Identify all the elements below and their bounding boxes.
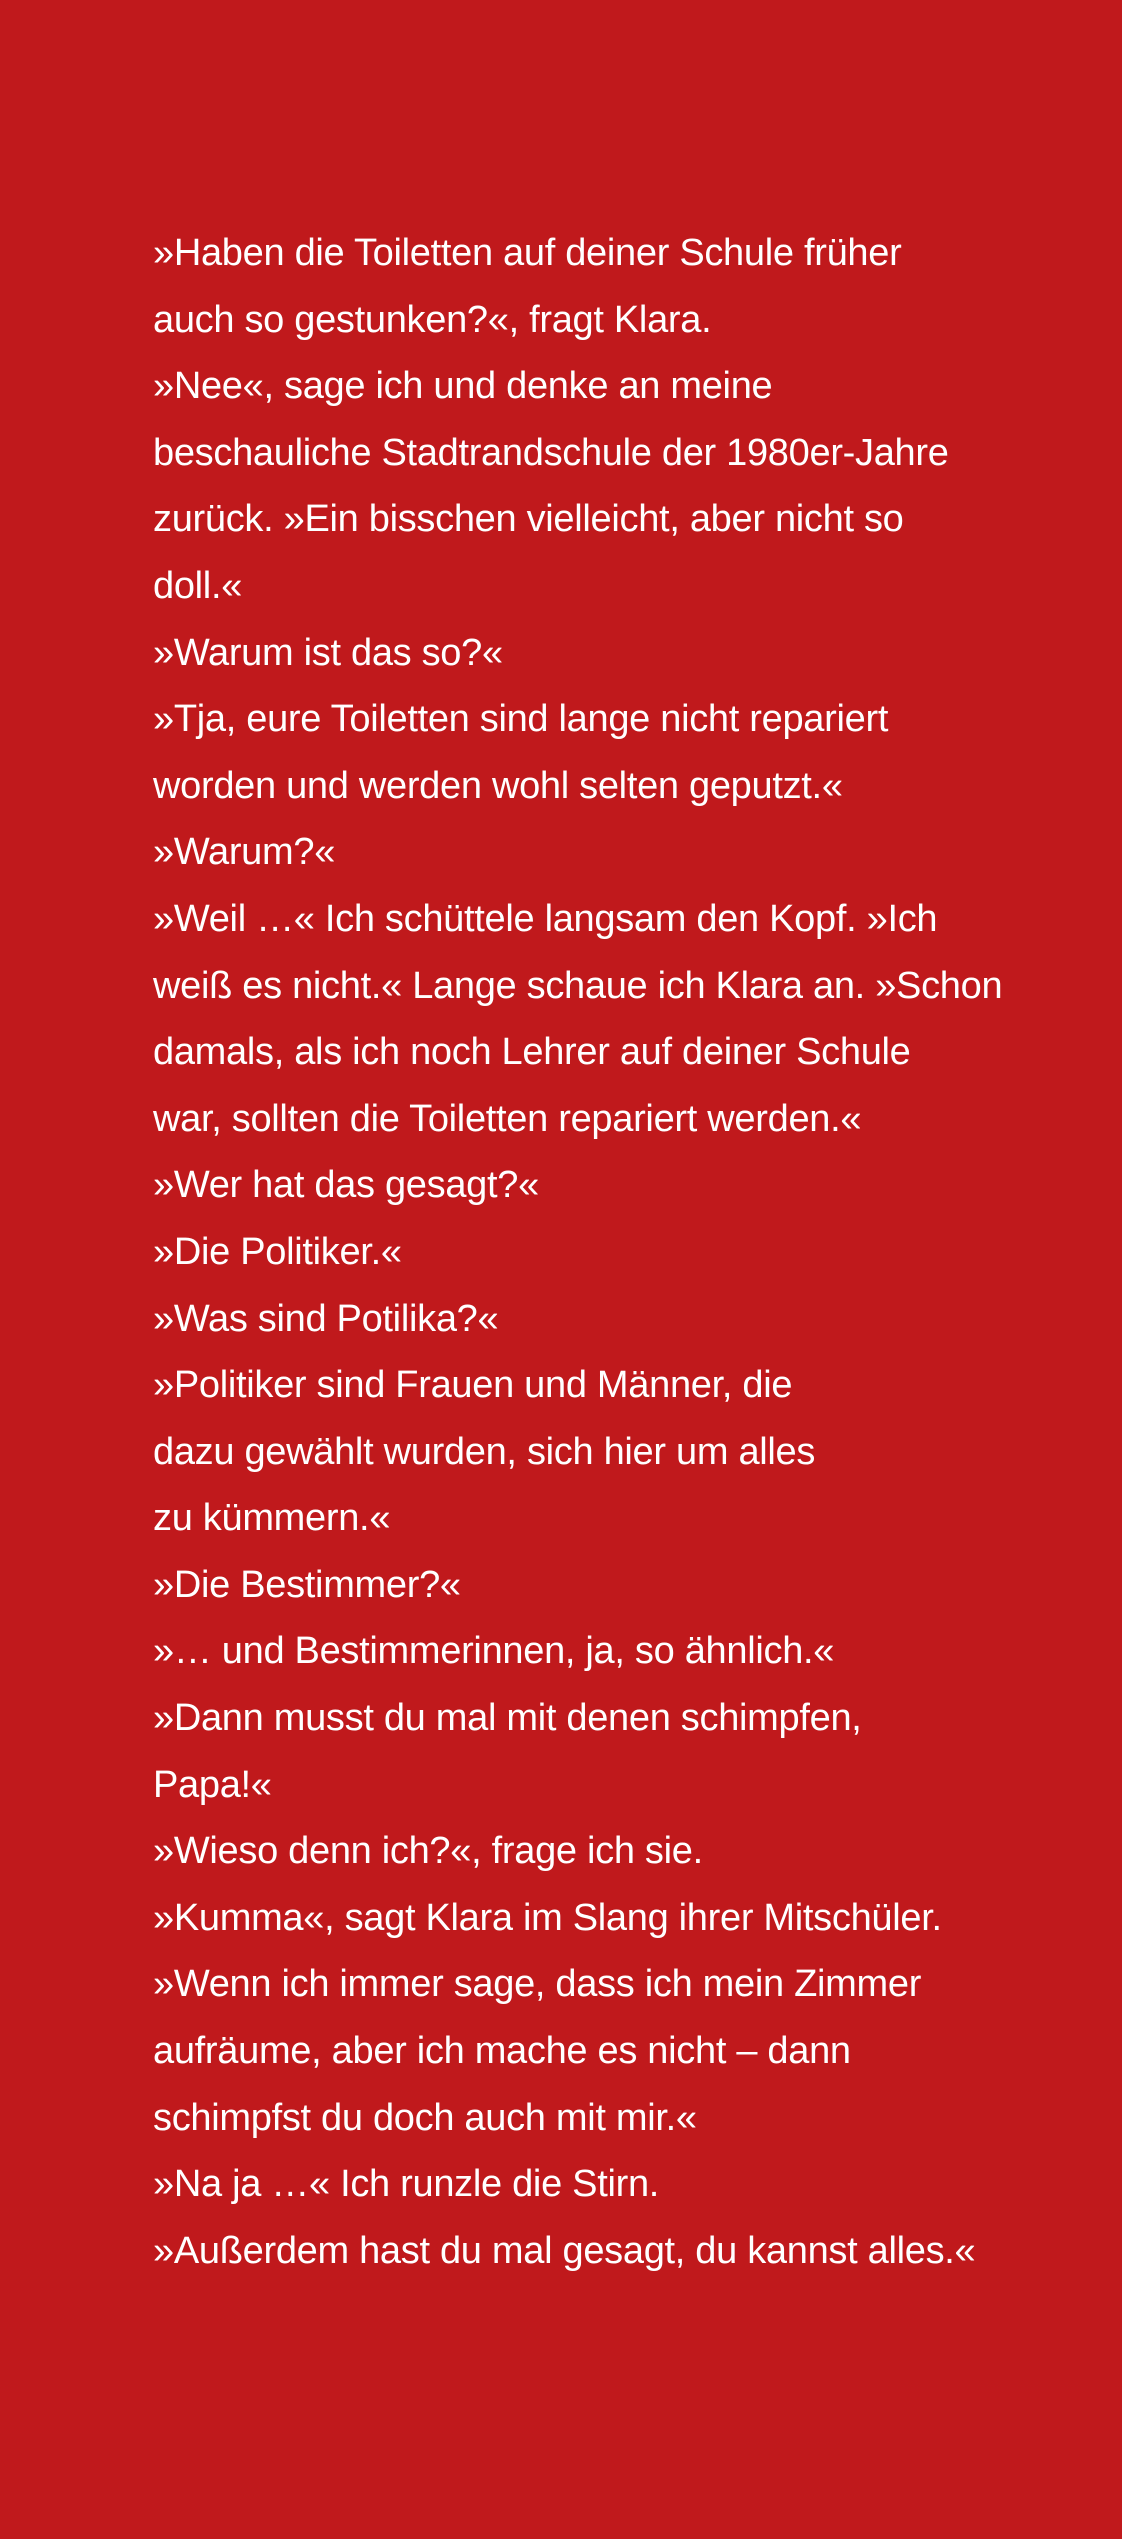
- text-line: weiß es nicht.« Lange schaue ich Klara an. »Schon: [153, 964, 1003, 1007]
- text-line: »Politiker sind Frauen und Männer, die: [153, 1364, 793, 1407]
- text-line: auch so gestunken?«, fragt Klara.: [153, 298, 712, 341]
- text-line: »Dann musst du mal mit denen schimpfen,: [153, 1697, 862, 1740]
- text-line: »Warum?«: [153, 831, 336, 874]
- text-line: worden und werden wohl selten geputzt.«: [153, 764, 843, 807]
- text-line: »Was sind Potilika?«: [153, 1297, 499, 1340]
- text-line: aufräume, aber ich mache es nicht – dann: [153, 2030, 851, 2073]
- text-line: »Wieso denn ich?«, frage ich sie.: [153, 1830, 703, 1873]
- text-line: »Kumma«, sagt Klara im Slang ihrer Mitschüler.: [153, 1896, 942, 1939]
- text-line: »Nee«, sage ich und denke an meine: [153, 365, 773, 408]
- text-line: zurück. »Ein bisschen vielleicht, aber nicht so: [153, 498, 904, 541]
- text-line: »… und Bestimmerinnen, ja, so ähnlich.«: [153, 1630, 835, 1673]
- text-line: dazu gewählt wurden, sich hier um alles: [153, 1430, 816, 1473]
- text-line: »Weil …« Ich schüttele langsam den Kopf. »Ich: [153, 897, 938, 940]
- story-text: [153, 220, 1053, 2284]
- text-line: »Wer hat das gesagt?«: [153, 1164, 539, 1207]
- text-line: schimpfst du doch auch mit mir.«: [153, 2096, 697, 2139]
- text-line: damals, als ich noch Lehrer auf deiner Schule: [153, 1031, 911, 1074]
- text-line: »Warum ist das so?«: [153, 631, 503, 674]
- text-line: »Außerdem hast du mal gesagt, du kannst alles.«: [153, 2229, 976, 2272]
- text-line: »Die Politiker.«: [153, 1230, 402, 1273]
- text-line: »Wenn ich immer sage, dass ich mein Zimmer: [153, 1963, 922, 2006]
- text-line: Papa!«: [153, 1763, 272, 1806]
- text-line: »Na ja …« Ich runzle die Stirn.: [153, 2163, 660, 2206]
- text-line: zu kümmern.«: [153, 1497, 391, 1540]
- text-line: war, sollten die Toiletten repariert werden.«: [153, 1097, 862, 1140]
- text-line: doll.«: [153, 564, 243, 607]
- text-line: »Haben die Toiletten auf deiner Schule früher: [153, 232, 902, 274]
- text-line: »Die Bestimmer?«: [153, 1563, 461, 1606]
- text-line: beschauliche Stadtrandschule der 1980er-Jahre: [153, 431, 949, 474]
- text-line: »Tja, eure Toiletten sind lange nicht repariert: [153, 698, 889, 741]
